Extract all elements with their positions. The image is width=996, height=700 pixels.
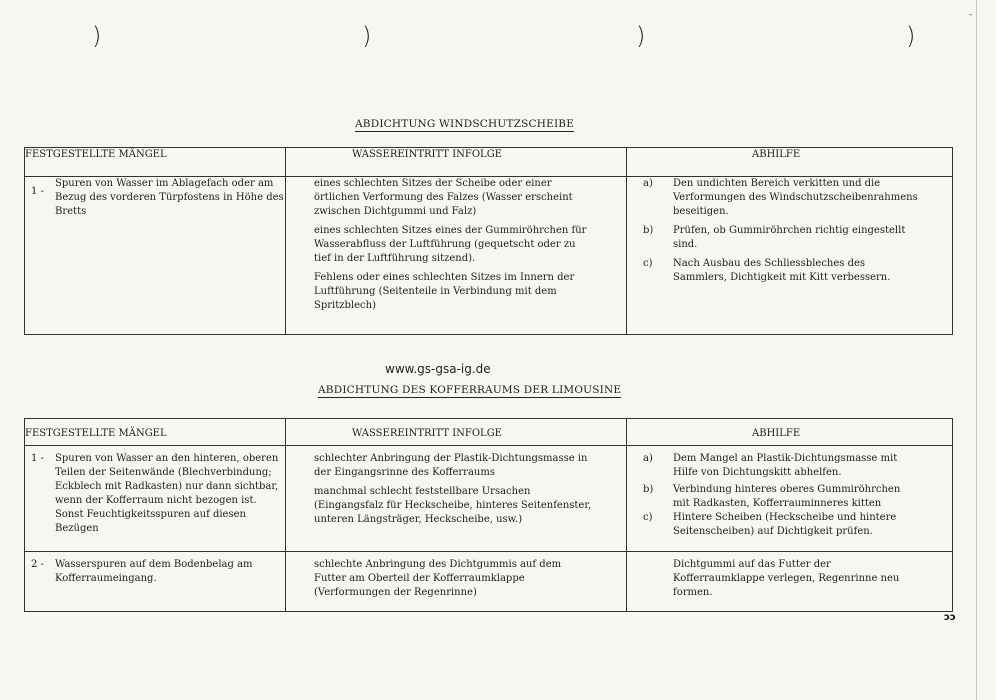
remedy-letter: b) — [643, 484, 654, 495]
remedy-letter: a) — [643, 453, 653, 464]
table-header-row — [25, 148, 953, 177]
table-header-row — [25, 419, 953, 446]
remedy-item — [635, 483, 918, 511]
punch-hole: ) — [636, 22, 646, 50]
remedy-letter: c) — [643, 258, 653, 269]
section2-title: ABDICHTUNG DES KOFFERRAUMS DER LIMOUSINE — [318, 384, 622, 396]
remedy-text: Den undichten Bereich verkitten und die Verformungen des Windschutzscheibenrahmens beseitigen. — [673, 178, 918, 217]
page-edge-line — [976, 0, 977, 700]
remedy-text: Hintere Scheiben (Heckscheibe und hintere Seitenscheiben) auf Dichtigkeit prüfen. — [673, 512, 897, 537]
header-defects: FESTGESTELLTE MÄNGEL — [25, 148, 286, 177]
remedy-cell — [627, 552, 953, 612]
cause-text: schlechter Anbringung der Plastik-Dichtungsmasse in der Eingangsrinne des Kofferraums — [314, 453, 588, 478]
row-number: 2 - — [31, 559, 44, 570]
remedy-item — [635, 257, 918, 285]
header-causes: WASSEREINTRITT INFOLGE — [286, 148, 627, 177]
remedy-item — [635, 511, 918, 539]
defect-cell — [25, 552, 286, 612]
remedy-item — [635, 224, 918, 252]
remedy-letter: b) — [643, 225, 654, 236]
header-remedy: ABHILFE — [627, 419, 953, 446]
defect-text: Spuren von Wasser an den hinteren, oberen Teilen der Seitenwände (Blechverbindung; Eckblech mit Radkasten) nur dann sichtbar, wenn der Kofferraum nicht bezogen ist. Sonst Feuchtigkeitsspuren auf diesen Bezügen — [55, 453, 279, 534]
table-row — [25, 177, 953, 335]
corner-mark: ɔɔ — [944, 612, 956, 623]
remedy-text: Verbindung hinteres oberes Gummiröhrchen mit Radkasten, Kofferrauminneres kitten — [673, 484, 901, 509]
section2-table — [24, 418, 953, 612]
cause-text: eines schlechten Sitzes eines der Gummiröhrchen für Wasserabfluss der Luftführung (gequetscht oder zu tief in der Luftführung sitzend). — [314, 225, 587, 264]
remedy-text: Dem Mangel an Plastik-Dichtungsmasse mit Hilfe von Dichtungskitt abhelfen. — [673, 453, 898, 478]
remedy-text: Prüfen, ob Gummiröhrchen richtig eingestellt sind. — [673, 225, 906, 250]
remedy-cell — [627, 446, 953, 552]
remedy-text: Nach Ausbau des Schliessbleches des Sammlers, Dichtigkeit mit Kitt verbessern. — [673, 258, 891, 283]
cause-text: schlechte Anbringung des Dichtgummis auf dem Futter am Oberteil der Kofferraumklappe (Verformungen der Regenrinne) — [314, 559, 562, 598]
cause-cell — [286, 177, 627, 335]
edge-mark: ‐ — [969, 10, 973, 20]
table-row — [25, 446, 953, 552]
defect-text: Wasserspuren auf dem Bodenbelag am Kofferraumeingang. — [55, 559, 253, 584]
row-number: 1 - — [31, 186, 44, 197]
section1-table — [24, 147, 953, 335]
punch-hole: ) — [92, 22, 102, 50]
remedy-item — [635, 452, 918, 480]
section1-title: ABDICHTUNG WINDSCHUTZSCHEIBE — [355, 118, 575, 130]
remedy-letter: a) — [643, 178, 653, 189]
header-remedy: ABHILFE — [627, 148, 953, 177]
remedy-cell — [627, 177, 953, 335]
watermark-url: www.gs-gsa-ig.de — [385, 362, 491, 376]
cause-text: Fehlens oder eines schlechten Sitzes im Innern der Luftführung (Seitenteile in Verbindung mit dem Spritzblech) — [314, 272, 575, 311]
punch-hole: ) — [906, 22, 916, 50]
cause-text: manchmal schlecht feststellbare Ursachen (Eingangsfalz für Heckscheibe, hinteres Seitenfenster, unteren Längsträger, Heckscheibe, usw.) — [314, 486, 592, 525]
remedy-text: Dichtgummi auf das Futter der Kofferraumklappe verlegen, Regenrinne neu formen. — [673, 559, 900, 598]
header-defects: FESTGESTELLTE MÄNGEL — [25, 419, 286, 446]
cause-cell — [286, 552, 627, 612]
cause-text: eines schlechten Sitzes der Scheibe oder einer örtlichen Verformung des Falzes (Wasser erscheint zwischen Dichtgummi und Falz) — [314, 178, 573, 217]
defect-text: Spuren von Wasser im Ablagefach oder am Bezug des vorderen Türpfostens in Höhe des Bretts — [55, 178, 284, 217]
defect-cell — [25, 177, 286, 335]
remedy-item — [635, 177, 918, 219]
defect-cell — [25, 446, 286, 552]
row-number: 1 - — [31, 453, 44, 464]
remedy-item — [635, 558, 918, 600]
cause-cell — [286, 446, 627, 552]
punch-hole: ) — [362, 22, 372, 50]
table-row — [25, 552, 953, 612]
header-causes: WASSEREINTRITT INFOLGE — [286, 419, 627, 446]
remedy-letter: c) — [643, 512, 653, 523]
